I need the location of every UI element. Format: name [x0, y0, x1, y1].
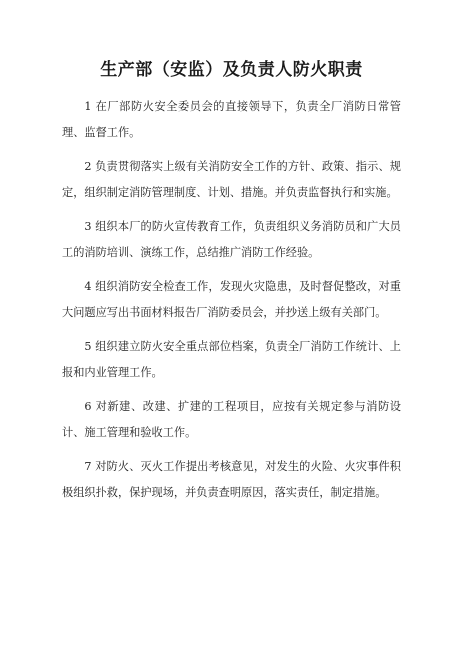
clause-3: 3 组织本厂的防火宣传教育工作，负责组织义务消防员和广大员工的消防培训、演练工作，总结推广消防工作经验。: [62, 220, 401, 259]
clause-1: 1 在厂部防火安全委员会的直接领导下，负责全厂消防日常管理、监督工作。: [62, 100, 401, 139]
clause-4: 4 组织消防安全检查工作，发现火灾隐患，及时督促整改，对重大问题应写出书面材料报告厂消防委员会，并抄送上级有关部门。: [62, 280, 401, 319]
clause-5: 5 组织建立防火安全重点部位档案，负责全厂消防工作统计、上报和内业管理工作。: [62, 340, 401, 379]
clause-7: 7 对防火、灭火工作提出考核意见，对发生的火险、火灾事件积极组织扑救，保护现场，并负责查明原因，落实责任，制定措施。: [62, 460, 401, 499]
document-title: 生产部（安监）及负责人防火职责: [100, 60, 363, 80]
clause-2: 2 负责贯彻落实上级有关消防安全工作的方针、政策、指示、规定，组织制定消防管理制度、计划、措施。并负责监督执行和实施。: [62, 160, 401, 199]
clause-6: 6 对新建、改建、扩建的工程项目，应按有关规定参与消防设计、施工管理和验收工作。: [62, 400, 401, 439]
